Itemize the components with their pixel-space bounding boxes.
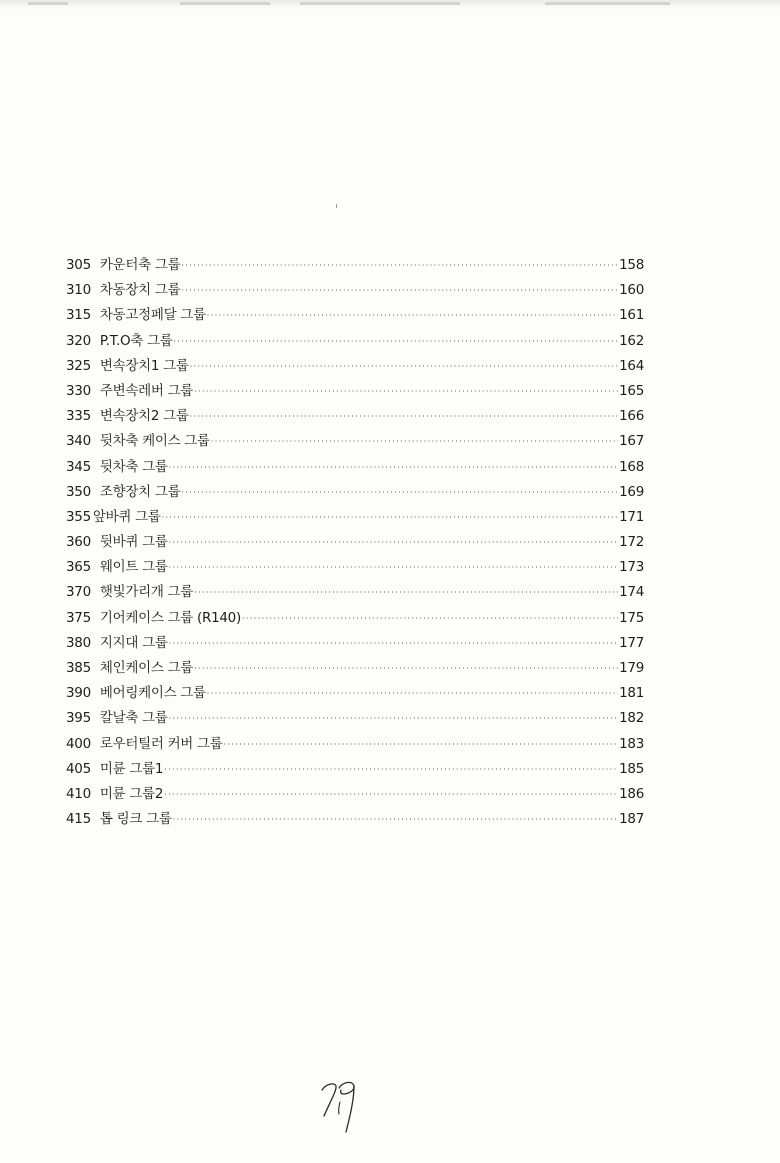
toc-entry (66, 555, 644, 580)
toc-entry (66, 732, 644, 757)
toc-entry-number: 395 (66, 710, 91, 727)
toc-entry-number: 315 (66, 307, 91, 324)
toc-entry-title: 뒷차축 케이스 그룹 (99, 433, 210, 450)
toc-entry (66, 807, 644, 832)
scan-artifact (300, 2, 460, 5)
toc-entry-title: P.T.O축 그룹 (99, 332, 173, 349)
toc-entry (66, 681, 644, 706)
toc-entry-page: 172 (619, 534, 644, 551)
toc-entry (66, 278, 644, 303)
toc-entry-title: 변속장치2 그룹 (99, 408, 189, 425)
toc-entry-title: 로우터틸러 커버 그룹 (99, 735, 223, 752)
toc-entry-number: 385 (66, 660, 91, 676)
toc-dot-leader (194, 379, 618, 404)
toc-entry-page: 186 (619, 785, 644, 802)
table-of-contents (66, 253, 644, 832)
toc-dot-leader (194, 580, 618, 605)
toc-entry-title: 차동장치 그룹 (99, 282, 181, 299)
toc-entry (66, 303, 644, 328)
toc-entry-number: 350 (66, 483, 91, 500)
toc-dot-leader (190, 404, 619, 429)
toc-entry-title: 조향장치 그룹 (99, 483, 181, 500)
toc-entry-number: 335 (66, 408, 91, 425)
toc-entry-title: 주변속레버 그룹 (99, 382, 194, 399)
toc-entry-title: 햇빛가리개 그룹 (99, 584, 194, 601)
toc-entry-title: 카운터축 그룹 (99, 257, 181, 273)
toc-entry (66, 404, 644, 429)
toc-entry-number: 390 (66, 685, 91, 702)
toc-entry-number: 400 (66, 735, 91, 752)
toc-entry-number: 380 (66, 634, 91, 651)
toc-dot-leader (207, 303, 618, 328)
toc-entry (66, 606, 644, 631)
toc-entry (66, 379, 644, 404)
toc-entry-number: 325 (66, 357, 91, 374)
toc-entry-page: 164 (619, 357, 644, 374)
toc-entry-page: 166 (619, 408, 644, 425)
toc-entry-page: 169 (619, 483, 644, 500)
toc-entry-number: 310 (66, 282, 91, 299)
toc-entry-page: 173 (619, 559, 644, 576)
toc-entry-number: 330 (66, 382, 91, 399)
toc-entry-title: 칼날축 그룹 (99, 710, 168, 727)
toc-entry-title: 뒷바퀴 그룹 (99, 534, 168, 551)
toc-dot-leader (169, 455, 619, 480)
toc-dot-leader (181, 480, 618, 505)
scan-artifact (545, 2, 670, 5)
toc-entry-number: 375 (66, 609, 91, 626)
toc-entry (66, 631, 644, 656)
toc-entry (66, 706, 644, 731)
toc-entry-title: 변속장치1 그룹 (99, 357, 189, 374)
toc-entry-title: 앞바퀴 그룹 (92, 508, 161, 525)
toc-entry-page: 168 (619, 458, 644, 475)
toc-entry-title: 기어케이스 그룹 (R140) (99, 609, 241, 626)
toc-entry-title: 뒷차축 그룹 (99, 458, 168, 475)
toc-dot-leader (181, 253, 618, 278)
toc-entry-page: 167 (619, 433, 644, 450)
toc-entry (66, 782, 644, 807)
toc-entry-title: 웨이트 그룹 (99, 559, 168, 576)
toc-dot-leader (173, 807, 619, 832)
toc-entry (66, 480, 644, 505)
toc-entry-page: 185 (619, 760, 644, 777)
toc-entry-page: 179 (619, 660, 644, 676)
toc-entry-number: 370 (66, 584, 91, 601)
toc-entry-number: 405 (66, 760, 91, 777)
toc-dot-leader (164, 757, 618, 782)
toc-dot-leader (224, 732, 619, 757)
toc-entry-page: 162 (619, 332, 644, 349)
toc-entry-number: 410 (66, 785, 91, 802)
toc-entry (66, 253, 644, 278)
toc-entry-title: 베어링케이스 그룹 (99, 685, 206, 702)
toc-entry-page: 161 (619, 307, 644, 324)
toc-dot-leader (207, 681, 618, 706)
toc-entry-title: 미륜 그룹2 (99, 785, 164, 802)
scan-speck (336, 204, 337, 208)
toc-entry-title: 차동고정페달 그룹 (99, 307, 206, 324)
toc-entry-number: 305 (66, 257, 91, 273)
scan-artifact (180, 2, 270, 5)
toc-entry-number: 415 (66, 811, 91, 828)
toc-entry (66, 580, 644, 605)
toc-entry-page: 171 (619, 508, 644, 525)
toc-entry-page: 165 (619, 382, 644, 399)
toc-entry-number: 355 (66, 508, 91, 525)
toc-entry-page: 175 (619, 609, 644, 626)
toc-entry-number: 365 (66, 559, 91, 576)
toc-dot-leader (169, 530, 619, 555)
handwritten-signature (310, 1072, 370, 1138)
toc-entry (66, 505, 644, 530)
toc-entry-title: 지지대 그룹 (99, 634, 168, 651)
toc-dot-leader (173, 329, 618, 354)
toc-entry (66, 656, 644, 681)
toc-entry (66, 354, 644, 379)
toc-entry-number: 345 (66, 458, 91, 475)
toc-dot-leader (169, 706, 619, 731)
toc-entry-number: 320 (66, 332, 91, 349)
toc-entry (66, 329, 644, 354)
toc-entry-page: 182 (619, 710, 644, 727)
toc-dot-leader (162, 505, 619, 530)
toc-entry-number: 340 (66, 433, 91, 450)
toc-entry-page: 177 (619, 634, 644, 651)
toc-dot-leader (164, 782, 618, 807)
toc-dot-leader (181, 278, 618, 303)
toc-entry-page: 158 (619, 257, 644, 273)
toc-entry-title: 미륜 그룹1 (99, 760, 164, 777)
toc-dot-leader (194, 656, 618, 681)
toc-entry (66, 757, 644, 782)
toc-dot-leader (169, 631, 619, 656)
toc-entry-number: 360 (66, 534, 91, 551)
toc-entry-page: 183 (619, 735, 644, 752)
toc-entry-page: 174 (619, 584, 644, 601)
toc-entry (66, 455, 644, 480)
scan-artifact (28, 2, 68, 5)
toc-entry-title: 톱 링크 그룹 (99, 811, 172, 828)
toc-entry-page: 160 (619, 282, 644, 299)
toc-dot-leader (242, 606, 618, 631)
toc-entry-page: 181 (619, 685, 644, 702)
toc-entry-title: 체인케이스 그룹 (99, 660, 194, 676)
scan-edge-shadow (0, 0, 780, 10)
toc-entry (66, 530, 644, 555)
toc-entry-page: 187 (619, 811, 644, 828)
toc-entry (66, 429, 644, 454)
toc-dot-leader (190, 354, 619, 379)
toc-dot-leader (211, 429, 618, 454)
toc-dot-leader (169, 555, 619, 580)
